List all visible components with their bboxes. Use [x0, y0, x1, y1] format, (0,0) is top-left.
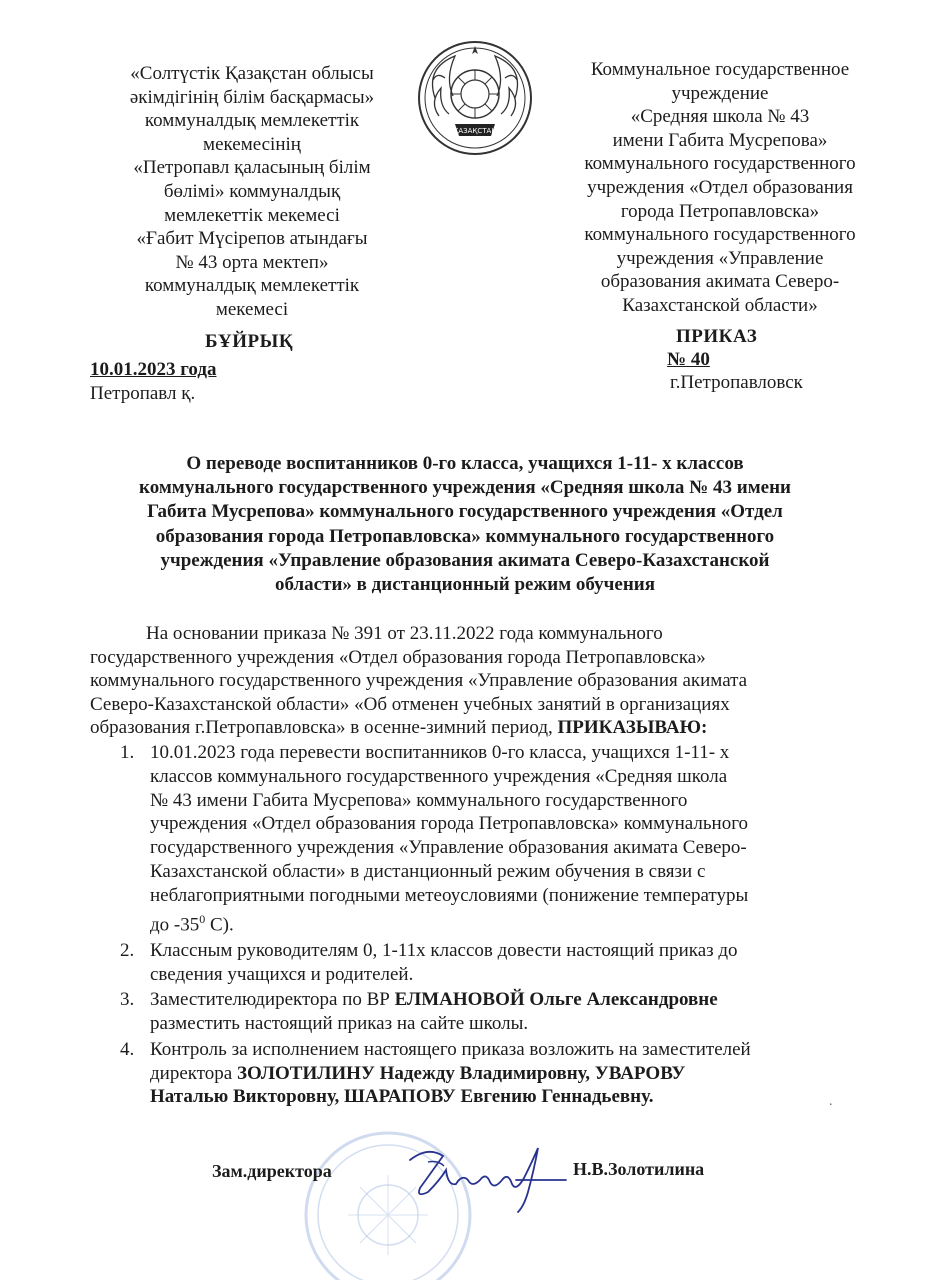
order-number: № 40 [667, 349, 710, 370]
header-right-line: имени Габита Мусрепова» [612, 129, 828, 151]
item-line: классов коммунального государственного учреждения «Средняя школа [150, 765, 728, 787]
item-line: разместить настоящий приказ на сайте школы. [150, 1013, 529, 1035]
header-right-line: коммунального государственного [584, 224, 856, 246]
header-right-line: «Средняя школа № 43 [630, 106, 810, 128]
temperature-text: до -35 [150, 913, 200, 935]
header-right-russian [560, 58, 880, 318]
title-line: О переводе воспитанников 0-го класса, учащихся 1-11- х классов [186, 453, 744, 474]
header-left-line: әкімдігінің білім басқармасы» [129, 86, 375, 108]
deputy-names: ЗОЛОТИЛИНУ Надежду Владимировну, УВАРОВУ [236, 1062, 686, 1084]
item-number: 2. [120, 939, 135, 961]
city-kazakh: Петропавл қ. [90, 383, 196, 404]
header-right-line: учреждение [671, 82, 769, 104]
city-russian: г.Петропавловск [670, 372, 803, 393]
title-line: коммунального государственного учреждения «Средняя школа № 43 имени [139, 477, 791, 499]
signature-icon [398, 1140, 568, 1215]
item-line [150, 1085, 880, 1109]
item-line: № 43 имени Габита Мусрепова» коммунального государственного [150, 789, 688, 811]
title-line: области» в дистанционный режим обучения [275, 574, 655, 596]
item-line [150, 988, 880, 1012]
item-line: государственного учреждения «Управление образования акимата Северо- [150, 837, 747, 859]
item-line: Казахстанской области» в дистанционный режим обучения в связи с [150, 860, 706, 882]
header-left-line: «Петропавл қаласының білім [133, 157, 371, 179]
item-text: директора [150, 1062, 237, 1084]
header-left-line: мекемесі [215, 298, 289, 320]
header-right-line: города Петропавловска» [620, 200, 820, 222]
header-left-line: мекемесінің [203, 133, 301, 155]
header-right-line: образования акимата Северо- [600, 271, 840, 293]
item-line: неблагоприятными погодными метеоусловиями (понижение температуры [150, 884, 749, 906]
header-left-line: «Солтүстік Қазақстан облысы [130, 63, 374, 84]
header-left-kazakh [92, 62, 412, 322]
header-right-line: Казахстанской области» [622, 294, 818, 316]
item-line [150, 908, 880, 937]
list-item [120, 988, 880, 1036]
preamble-order-word: ПРИКАЗЫВАЮ: [557, 717, 708, 739]
item-number: 3. [120, 989, 135, 1011]
header-left-line: бөлімі» коммуналдық [163, 180, 341, 202]
preamble-line [90, 716, 870, 740]
header-right-line: учреждения «Управление [616, 247, 824, 269]
item-line: Классным руководителям 0, 1-11х классов довести настоящий приказ до [150, 939, 738, 961]
title-line: учреждения «Управление образования акимата Северо-Казахстанской [160, 549, 770, 571]
item-line: Контроль за исполнением настоящего приказа возложить на заместителей [150, 1038, 751, 1060]
title-line: Габита Мусрепова» коммунального государственного учреждения «Отдел [147, 501, 783, 523]
list-item [120, 1038, 880, 1109]
deputy-names: Наталью Викторовну, ШАРАПОВУ Евгению Геннадьевну. [150, 1086, 654, 1108]
order-word-kazakh: БҰЙРЫҚ [205, 331, 294, 352]
item-number: 4. [120, 1038, 135, 1060]
header-right-line: учреждения «Отдел образования [587, 176, 853, 198]
temperature-unit: С). [205, 913, 234, 935]
header-right-line: коммунального государственного [584, 153, 856, 175]
preamble-line: государственного учреждения «Отдел образования города Петропавловска» [90, 646, 706, 668]
emblem-caption: ҚАЗАҚСТАН [453, 127, 497, 135]
header-left-line: коммуналдық мемлекеттік [144, 275, 360, 297]
header-left-line: коммуналдық мемлекеттік [144, 110, 360, 132]
title-line: образования города Петропавловска» коммунального государственного [155, 525, 775, 547]
item-line [150, 1062, 880, 1086]
list-item [120, 741, 880, 937]
item-line: 10.01.2023 года перевести воспитанников 0-го класса, учащихся 1-11- х [150, 742, 730, 763]
preamble-line: На основании приказа № 391 от 23.11.2022 года коммунального [146, 623, 663, 644]
item-line: учреждения «Отдел образования города Петропавловска» коммунального [150, 813, 749, 835]
header-left-line: мемлекеттік мекемесі [164, 204, 340, 226]
order-items [120, 741, 880, 1111]
list-item [120, 939, 880, 987]
header-left-line: № 43 орта мектеп» [175, 251, 329, 273]
signer-name: Н.В.Золотилина [573, 1159, 705, 1179]
preamble-text: образования г.Петропавловска» в осенне-зимний период, [90, 717, 558, 739]
item-text: Заместителюдиректора по ВР [150, 989, 395, 1011]
preamble-line: Северо-Казахстанской области» «Об отменен учебных занятий в организациях [90, 693, 730, 715]
header-left-line: «Ғабит Мүсірепов атындағы [136, 228, 368, 250]
state-emblem-icon [415, 38, 535, 158]
item-line: сведения учащихся и родителей. [150, 963, 414, 985]
signer-position: Зам.директора [212, 1161, 332, 1181]
order-word-russian: ПРИКАЗ [676, 326, 758, 347]
preamble-line: коммунального государственного учреждения «Управление образования акимата [90, 670, 748, 692]
degree-superscript: 0 [199, 911, 206, 926]
deputy-name: ЕЛМАНОВОЙ Ольге Александровне [394, 989, 718, 1011]
header-right-line: Коммунальное государственное [590, 59, 850, 80]
order-date: 10.01.2023 года [90, 359, 217, 380]
preamble [90, 622, 870, 740]
stray-dot: . [829, 1094, 833, 1109]
item-number: 1. [120, 742, 135, 763]
order-title [60, 452, 870, 597]
